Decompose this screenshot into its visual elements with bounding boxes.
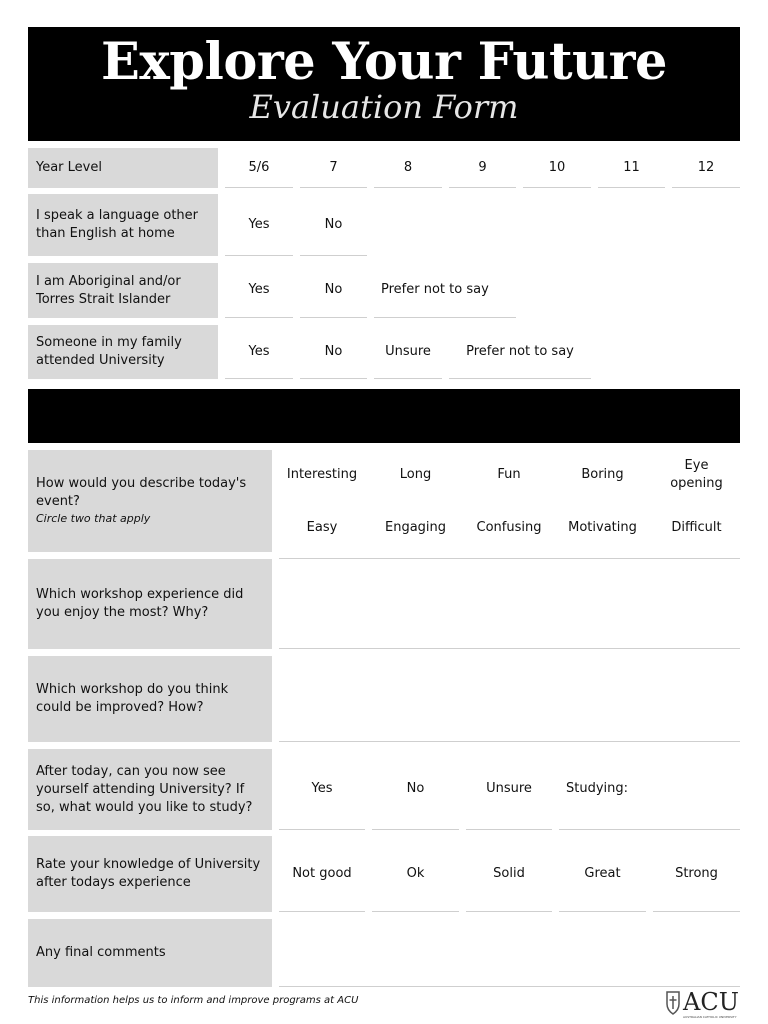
knowledge-solid[interactable]: Solid [466,836,552,912]
attend-unsure[interactable]: Unsure [466,749,552,830]
family-prefer-not[interactable]: Prefer not to say [449,325,591,379]
knowledge-strong[interactable]: Strong [653,836,740,912]
attend-no[interactable]: No [372,749,459,830]
knowledge-great[interactable]: Great [559,836,646,912]
language-no[interactable]: No [300,194,367,256]
family-yes[interactable]: Yes [225,325,293,379]
describe-difficult[interactable]: Difficult [671,520,722,535]
describe-confusing[interactable]: Confusing [476,520,542,535]
acu-logo [665,990,742,1020]
year-option-5-6[interactable]: 5/6 [225,148,293,188]
enjoy-most-answer-area[interactable] [279,559,740,649]
improve-answer-area[interactable] [279,656,740,742]
describe-event-label [28,450,272,552]
describe-motivating[interactable]: Motivating [568,520,637,535]
form-subtitle: Evaluation Form [249,88,519,126]
describe-boring[interactable]: Boring [581,467,624,482]
describe-easy[interactable]: Easy [306,520,338,535]
language-yes[interactable]: Yes [225,194,293,256]
describe-interesting[interactable]: Interesting [286,467,358,482]
aboriginal-yes[interactable]: Yes [225,263,293,318]
attend-yes[interactable]: Yes [279,749,365,830]
attend-university-label: After today, can you now see yourself attending University? If so, what would you like to study? [28,749,272,830]
form-header [28,27,740,141]
attend-studying-field[interactable]: Studying: [559,749,740,830]
year-option-12[interactable]: 12 [672,148,740,188]
enjoy-most-label: Which workshop experience did you enjoy the most? Why? [28,559,272,649]
aboriginal-label: I am Aboriginal and/or Torres Strait Islander [28,263,218,318]
describe-event-note: Circle two that apply [36,512,151,525]
describe-fun[interactable]: Fun [497,467,521,482]
family-no[interactable]: No [300,325,367,379]
aboriginal-prefer-not[interactable]: Prefer not to say [374,263,516,318]
year-option-11[interactable]: 11 [598,148,665,188]
language-label: I speak a language other than English at home [28,194,218,256]
acu-logo-tagline: AUSTRALIAN CATHOLIC UNIVERSITY [683,1015,737,1019]
year-option-9[interactable]: 9 [449,148,516,188]
section-divider-bar [28,389,740,443]
year-option-7[interactable]: 7 [300,148,367,188]
knowledge-not-good[interactable]: Not good [279,836,365,912]
aboriginal-no[interactable]: No [300,263,367,318]
final-comments-label: Any final comments [28,919,272,987]
footer-note: This information helps us to inform and improve programs at ACU [28,995,359,1006]
family-university-label: Someone in my family attended University [28,325,218,379]
describe-eye-opening[interactable]: Eye opening [670,458,723,491]
knowledge-label: Rate your knowledge of University after todays experience [28,836,272,912]
describe-event-question: How would you describe today's event? [36,476,247,509]
improve-label: Which workshop do you think could be improved? How? [28,656,272,742]
final-comments-answer-area[interactable] [279,919,740,987]
knowledge-ok[interactable]: Ok [372,836,459,912]
form-title: Explore Your Future [101,32,667,92]
year-option-10[interactable]: 10 [523,148,591,188]
family-unsure[interactable]: Unsure [374,325,442,379]
acu-logo-text: ACU [683,988,739,1016]
describe-long[interactable]: Long [399,467,432,482]
year-level-label: Year Level [28,148,218,188]
year-option-8[interactable]: 8 [374,148,442,188]
describe-engaging[interactable]: Engaging [384,520,447,535]
